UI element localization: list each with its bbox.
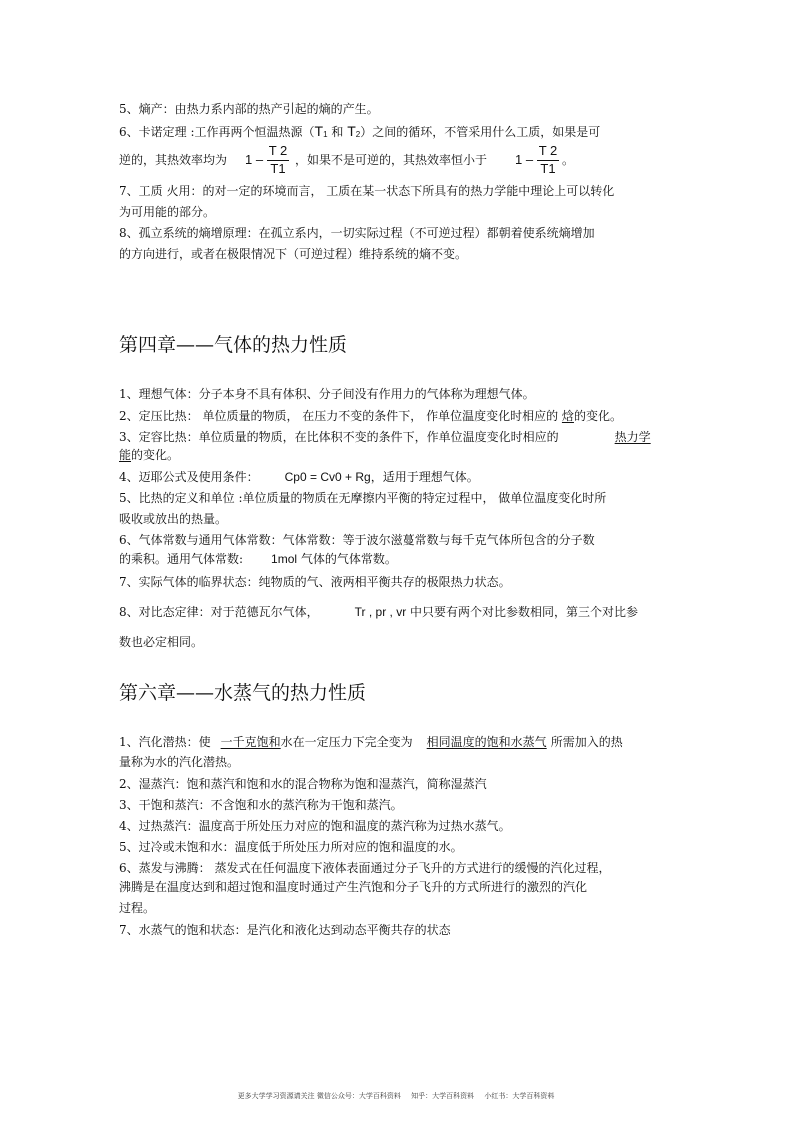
ch4-item5-line1: 5、比热的定义和单位 :单位质量的物质在无摩擦内平衡的特定过程中， 做单位温度变化时所 [119, 491, 607, 505]
ch6-item5: 5、过冷或未饱和水：温度低于所处压力所对应的饱和温度的水。 [119, 840, 463, 854]
t2-sub: 2 [355, 130, 361, 139]
carnot-post: ）之间的循环，不管采用什么工质，如果是可 [360, 125, 601, 139]
carnot-pre: 6、卡诺定理 :工作再两个恒温热源（ [119, 125, 315, 139]
ch4-item3-a: 3、定容比热：单位质量的物质，在比体积不变的条件下，作单位温度变化时相应的 [119, 430, 559, 444]
isolated-entropy-line1: 8、孤立系统的熵增原理：在孤立系内，一切实际过程（不可逆过程）都朝着使系统熵增加 [119, 226, 595, 240]
ch6-item6-line3: 过程。 [119, 901, 156, 915]
ch4-item3-u1: 热力学 [614, 430, 651, 444]
frac2-numerator: T 2 [538, 143, 558, 158]
ch6-item1-u1: 一千克饱和 [220, 735, 281, 749]
reduced-variables: Tr , pr , vr [354, 605, 407, 619]
frac1-denominator: T1 [270, 161, 286, 176]
ch4-item7: 7、实际气体的临界状态：纯物质的气、液两相平衡共存的极限热力状态。 [119, 575, 511, 589]
frac1-one: 1 – [245, 152, 264, 167]
chapter6-title: 第六章——水蒸气的热力性质 [119, 682, 367, 704]
t2-letter: T [347, 123, 356, 139]
footer-zhihu: 知乎：大学百科资料 [411, 1092, 475, 1100]
ch4-item3-line2 [119, 447, 179, 463]
ch4-item2-b: 的变化。 [573, 409, 622, 423]
ch4-item8-a: 8、对比态定律：对于范德瓦尔气体， [119, 605, 319, 619]
ch6-item1-line2: 量称为水的汽化潜热。 [119, 755, 240, 769]
entropy-production-item: 5、熵产：由热力系内部的热产引起的熵的产生。 [119, 102, 379, 116]
carnot-irreversible-text: ，如果不是可逆的，其热效率恒小于 [295, 153, 488, 167]
page-footer [0, 1091, 792, 1101]
ch4-item3-b: 的变化。 [131, 448, 180, 462]
mayer-formula: Cp0 = Cv0 + Rg [284, 470, 371, 484]
ch6-item4: 4、过热蒸汽：温度高于所处压力对应的饱和温度的蒸汽称为过热水蒸气。 [119, 819, 511, 833]
carnot-end: 。 [562, 153, 575, 167]
ch4-item4-a: 4、迈耶公式及使用条件： [119, 470, 259, 484]
ch4-item1: 1、理想气体：分子本身不具有体积、分子间没有作用力的气体称为理想气体。 [119, 387, 535, 401]
ch4-item6-l2c: 气体的气体常数。 [300, 552, 397, 566]
frac2-one: 1 – [515, 152, 534, 167]
ch6-item1-c: 所需加入的热 [550, 735, 623, 749]
ch4-item6-line1: 6、气体常数与通用气体常数：气体常数：等于波尔滋蔓常数与每千克气体所包含的分子数 [119, 533, 595, 547]
t2-symbol [347, 123, 360, 139]
ch6-item6-line1: 6、蒸发与沸腾： 蒸发式在任何温度下液体表面通过分子飞升的方式进行的缓慢的汽化过程， [119, 861, 611, 875]
chapter4-title: 第四章——气体的热力性质 [119, 334, 348, 356]
carnot-efficiency-text: 逆的，其热效率均为 [119, 153, 228, 167]
ch4-item6-line2 [119, 551, 397, 567]
footer-xiaohongshu: 小红书：大学百科资料 [484, 1092, 555, 1100]
ch4-item4 [119, 469, 479, 485]
ch4-item8 [119, 604, 638, 620]
t1-letter: T [314, 123, 324, 139]
ch4-item6-mol: 1mol [271, 552, 298, 566]
carnot-and: 和 [331, 125, 344, 139]
exergy-line1: 7、工质 火用：的对一定的环境而言， 工质在某一状态下所具有的热力学能中理论上可以转化 [119, 184, 615, 198]
t1-sub: 1 [323, 130, 328, 139]
ch6-item1 [119, 734, 623, 750]
ch4-item3-u2: 能 [119, 448, 132, 462]
ch4-item3 [119, 429, 651, 445]
ch6-item6-line2: 沸腾是在温度达到和超过饱和温度时通过产生汽饱和分子飞升的方式所进行的激烈的汽化 [119, 880, 588, 894]
frac2-denominator: T1 [540, 161, 556, 176]
ch6-item1-b: 水在一定压力下完全变为 [280, 735, 413, 749]
ch4-item6-l2a: 的乘积。通用气体常数: [119, 552, 244, 566]
frac1-numerator: T 2 [268, 143, 288, 158]
carnot-theorem-line1 [119, 123, 600, 142]
ch4-item4-b: ，适用于理想气体。 [370, 470, 479, 484]
ch4-item2-a: 2、定压比热： 单位质量的物质， 在压力不变的条件下， 作单位温度变化时相应的 [119, 409, 559, 423]
isolated-entropy-line2: 的方向进行，或者在极限情况下（可逆过程）维持系统的熵不变。 [119, 247, 468, 261]
ch4-item5-line2: 吸收或放出的热量。 [119, 512, 228, 526]
ch6-item1-a: 1、汽化潜热：使 [119, 735, 211, 749]
ch4-item8-b: 中只要有两个对比参数相同，第三个对比参 [410, 605, 639, 619]
ch6-item7: 7、水蒸气的饱和状态：是汽化和液化达到动态平衡共存的状态 [119, 923, 451, 937]
ch4-item8-line2: 数也必定相同。 [119, 635, 204, 649]
ch6-item3: 3、干饱和蒸汽：不含饱和水的蒸汽称为干饱和蒸汽。 [119, 798, 403, 812]
footer-wechat: 更多大学学习资源请关注 微信公众号：大学百科资料 [237, 1092, 401, 1100]
exergy-line2: 为可用能的部分。 [119, 205, 216, 219]
ch6-item2: 2、湿蒸汽：饱和蒸汽和饱和水的混合物称为饱和湿蒸汽，简称湿蒸汽 [119, 777, 487, 791]
ch4-item2 [119, 408, 622, 424]
t1-symbol [315, 123, 328, 139]
ch6-item1-u2: 相同温度的饱和水蒸气 [426, 735, 547, 749]
ch4-item2-enthalpy: 焓 [561, 409, 574, 423]
